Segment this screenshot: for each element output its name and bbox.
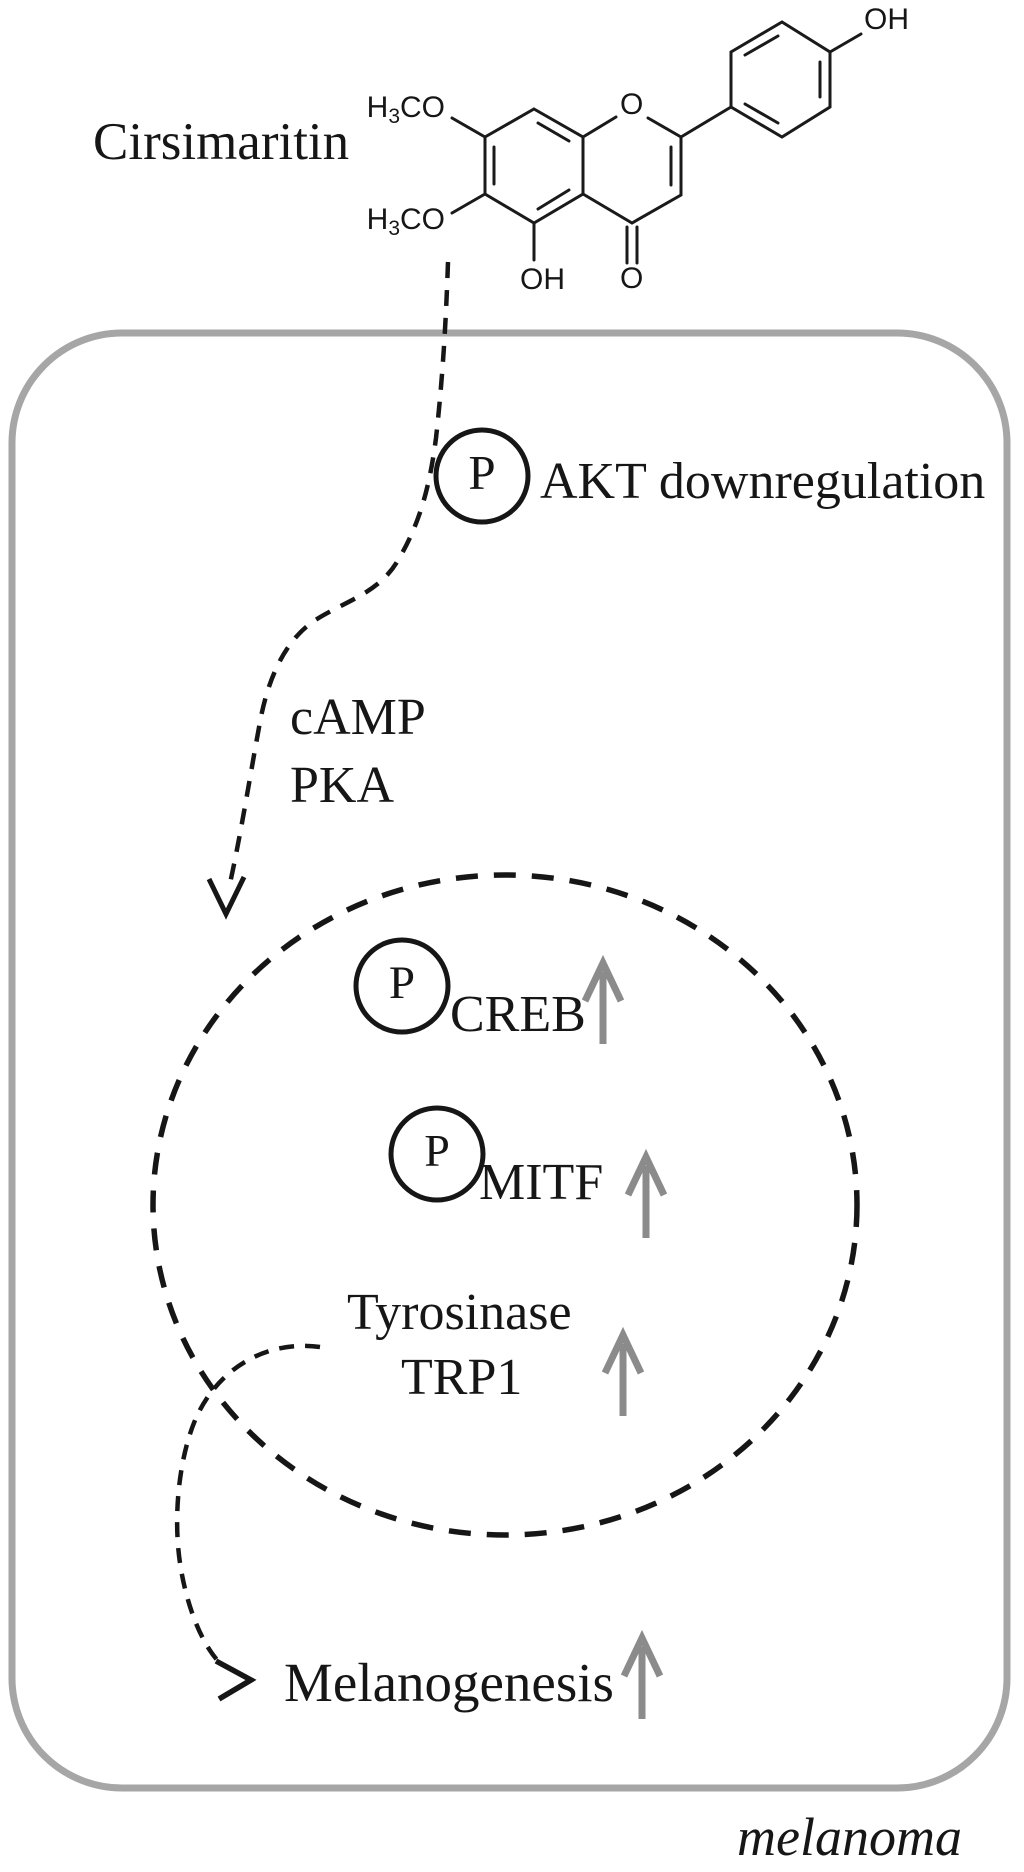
molecule-b-ring-double-bonds xyxy=(745,36,820,123)
c5-hydroxyl-label: OH xyxy=(520,263,565,296)
upregulation-arrows xyxy=(585,963,664,1719)
cell-membrane xyxy=(12,333,1007,1788)
akt-phospho-p-label: P xyxy=(468,445,496,500)
melanogenesis-arrow xyxy=(177,1346,320,1699)
molecule-ketone-double-bond xyxy=(627,227,637,263)
creb-phospho-p-label: P xyxy=(388,957,416,1009)
mitf-label: MITF xyxy=(479,1154,604,1211)
signal-arrowhead-icon xyxy=(209,877,244,914)
methoxy-label-bottom xyxy=(350,203,445,240)
up-arrow-icon-melanogenesis xyxy=(624,1638,660,1719)
camp-label: cAMP xyxy=(290,689,426,746)
methoxy-top-co: CO xyxy=(400,91,445,124)
compound-name-label: Cirsimaritin xyxy=(93,113,350,171)
methoxy-bottom-h: H xyxy=(366,203,389,236)
methoxy-bottom-co: CO xyxy=(400,203,445,236)
molecule-c6-methoxy-bond xyxy=(452,194,485,213)
cirsimaritin-signal-arrow xyxy=(209,262,448,914)
molecule-c-ring xyxy=(583,117,681,223)
ring-oxygen-label: O xyxy=(620,88,644,121)
melanogenesis-label: Melanogenesis xyxy=(284,1652,614,1713)
melanogenesis-arrowhead-icon xyxy=(216,1661,251,1699)
molecule-para-oh-bond xyxy=(830,34,861,52)
molecule-b-ring xyxy=(731,22,830,137)
molecule-c7-methoxy-bond xyxy=(452,118,485,137)
up-arrow-icon-mitf xyxy=(628,1157,664,1238)
tyrosinase-label: Tyrosinase xyxy=(347,1284,572,1341)
para-hydroxyl-label: OH xyxy=(864,3,909,36)
methoxy-label-top xyxy=(350,91,445,128)
molecule-structure xyxy=(452,22,861,263)
creb-label: CREB xyxy=(450,986,586,1043)
ketone-oxygen-label: O xyxy=(620,262,644,295)
up-arrow-icon-creb xyxy=(585,963,621,1044)
melanogenesis-dashed-path xyxy=(177,1346,320,1662)
molecule-a-ring xyxy=(485,109,583,223)
methoxy-top-h: H xyxy=(366,91,389,124)
cell-type-label: melanoma xyxy=(737,1807,962,1867)
mitf-phospho-p-label: P xyxy=(424,1125,450,1176)
methoxy-bottom-subscript: 3 xyxy=(388,217,400,240)
up-arrow-icon-enzymes xyxy=(605,1335,641,1416)
pka-label: PKA xyxy=(290,757,395,814)
molecule-c2-b-ring-bond xyxy=(681,107,731,137)
methoxy-top-subscript: 3 xyxy=(388,105,400,128)
trp1-label: TRP1 xyxy=(401,1349,523,1406)
molecule-a-ring-double-bonds xyxy=(494,123,569,209)
akt-downregulation-label: AKT downregulation xyxy=(540,453,986,510)
